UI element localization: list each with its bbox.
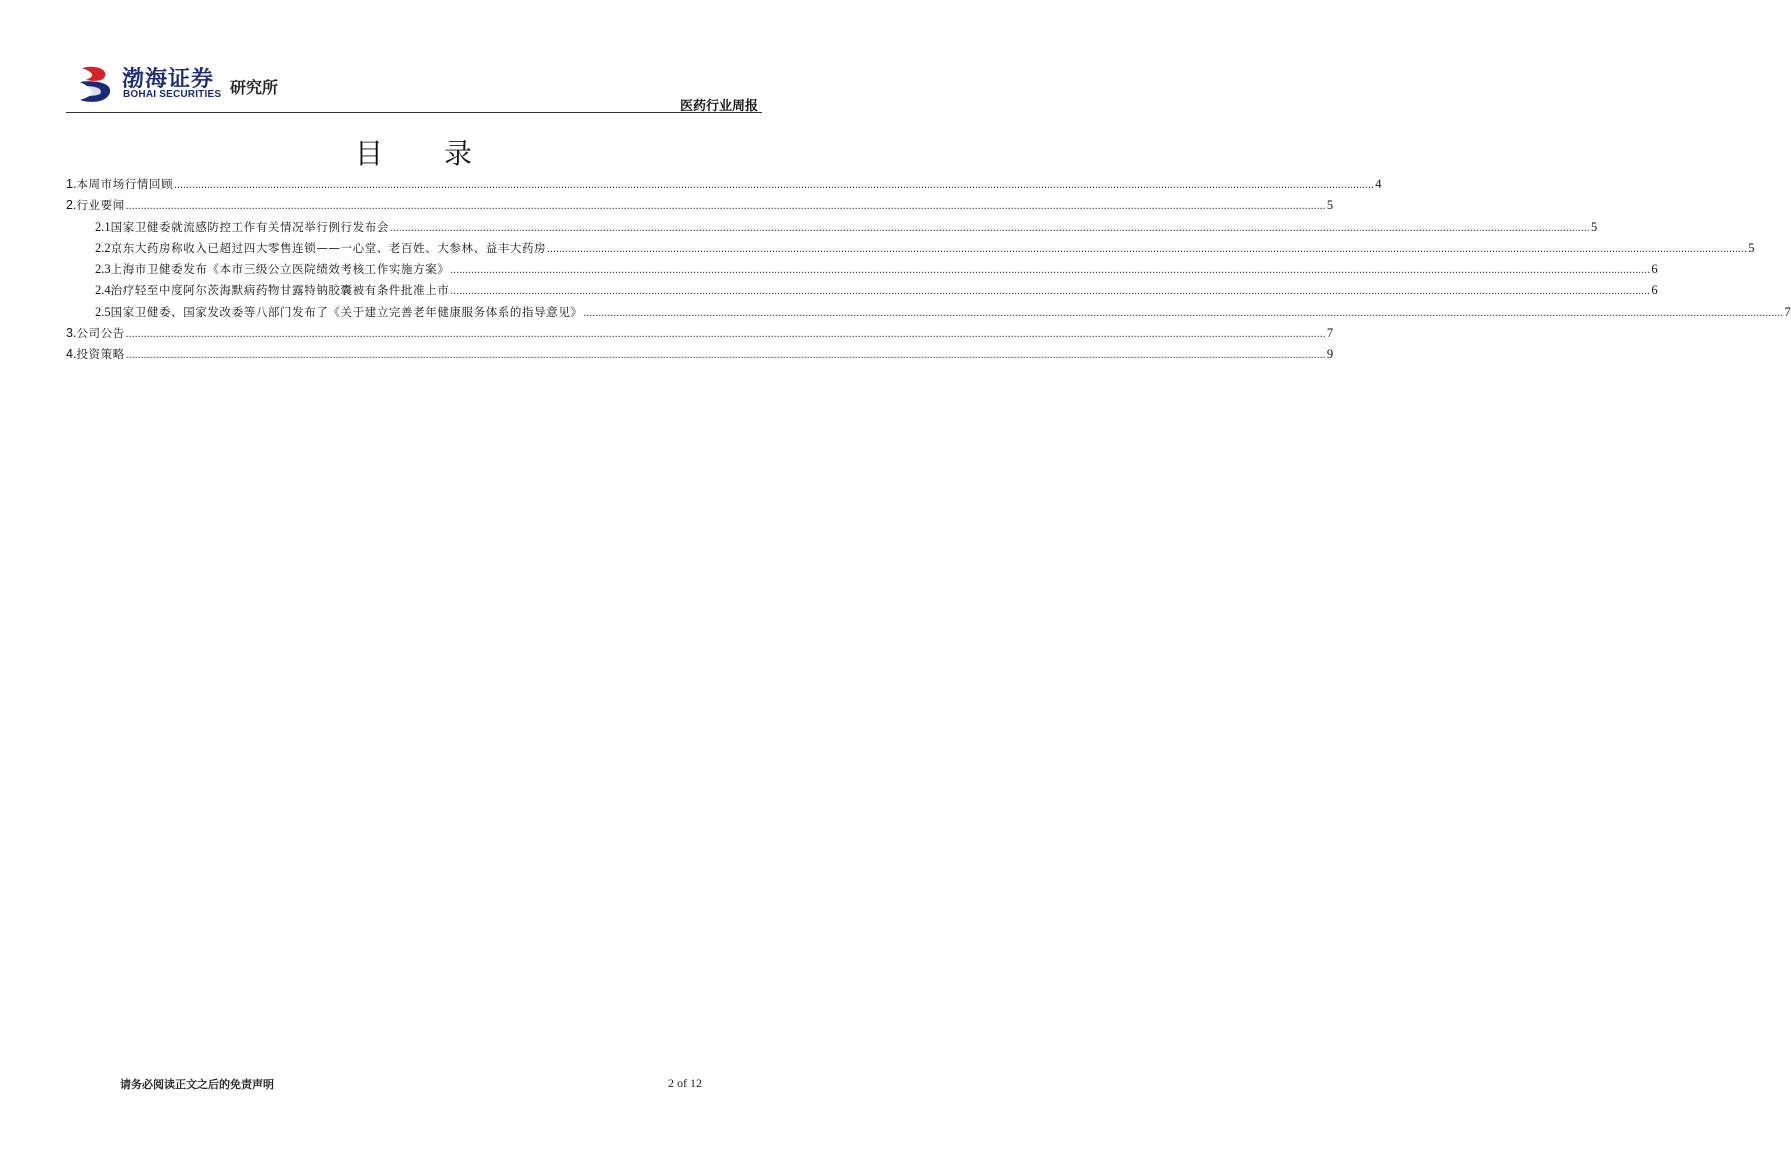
header-divider (66, 112, 762, 113)
toc-entry[interactable] (66, 176, 1382, 197)
toc-entry-number: 2.3 (95, 262, 111, 277)
toc-entry[interactable] (66, 346, 1334, 367)
toc-entry-title: 国家卫健委就流感防控工作有关情况举行例行发布会 (110, 219, 389, 234)
toc-dot-leader: ................................................................................................................................................................................................................................................................................................................................................................................................................ (450, 286, 1651, 298)
toc-entry[interactable] (66, 325, 1334, 346)
toc-entry-title: 国家卫健委、国家发改委等八部门发布了《关于建立完善老年健康服务体系的指导意见》 (110, 304, 583, 319)
toc-entry-page: 6 (1651, 262, 1658, 277)
toc-dot-leader: ................................................................................................................................................................................................................................................................................................................................................................................................................ (125, 350, 1326, 362)
toc-entry[interactable] (66, 261, 1658, 282)
toc-title: 目 录 (355, 137, 498, 170)
toc-entry-page: 9 (1326, 347, 1334, 362)
toc-entry-title: 治疗轻至中度阿尔茨海默病药物甘露特钠胶囊被有条件批准上市 (110, 283, 450, 298)
table-of-contents (66, 176, 1791, 368)
toc-entry-number: 2.2 (95, 240, 111, 255)
toc-entry-title: 投资策略 (76, 347, 125, 362)
toc-dot-leader: ................................................................................................................................................................................................................................................................................................................................................................................................................ (583, 307, 1784, 319)
page-header (66, 60, 762, 112)
toc-entry-number: 3. (66, 326, 77, 341)
toc-entry-title: 公司公告 (76, 326, 125, 341)
bohai-logo-icon (78, 64, 114, 104)
toc-entry-number: 2. (66, 198, 77, 213)
toc-entry-page: 7 (1784, 304, 1791, 319)
toc-entry-page: 6 (1651, 283, 1658, 298)
toc-entry-number: 2.4 (95, 283, 111, 298)
toc-entry-page: 4 (1375, 177, 1382, 191)
toc-entry[interactable] (66, 197, 1334, 218)
toc-entry-title: 京东大药房称收入已超过四大零售连锁——一心堂、老百姓、大参林、益丰大药房 (110, 240, 547, 255)
toc-entry-title: 本周市场行情回顾 (76, 177, 174, 191)
toc-dot-leader: ................................................................................................................................................................................................................................................................................................................................................................................................................ (547, 243, 1748, 255)
research-institute-label: 研究所 (230, 78, 279, 97)
toc-entry-page: 5 (1326, 198, 1334, 213)
toc-entry-number: 1. (66, 177, 77, 191)
toc-dot-leader: ................................................................................................................................................................................................................................................................................................................................................................................................................ (174, 180, 1375, 191)
toc-entry-number: 2.5 (95, 304, 111, 319)
page-indicator: 2 of 12 (668, 1076, 702, 1090)
company-name-cn: 渤海证券 (122, 67, 215, 92)
report-type-label: 医药行业周报 (679, 99, 758, 114)
disclaimer-note: 请务必阅读正文之后的免责声明 (120, 1078, 274, 1091)
toc-entry-page: 5 (1590, 219, 1598, 234)
company-name-en: BOHAI SECURITIES (123, 89, 222, 100)
toc-entry-number: 4. (66, 347, 77, 362)
toc-dot-leader: ................................................................................................................................................................................................................................................................................................................................................................................................................ (450, 265, 1651, 277)
toc-dot-leader: ................................................................................................................................................................................................................................................................................................................................................................................................................ (125, 201, 1326, 213)
toc-dot-leader: ................................................................................................................................................................................................................................................................................................................................................................................................................ (389, 222, 1590, 234)
toc-entry-page: 5 (1748, 240, 1755, 255)
toc-entry-number: 2.1 (95, 219, 111, 234)
toc-entry[interactable] (66, 240, 1755, 261)
toc-entry-page: 7 (1326, 326, 1334, 341)
toc-entry-title: 行业要闻 (76, 198, 125, 213)
toc-entry[interactable] (66, 219, 1598, 240)
toc-entry[interactable] (66, 282, 1658, 303)
toc-dot-leader: ................................................................................................................................................................................................................................................................................................................................................................................................................ (125, 329, 1326, 341)
toc-entry[interactable] (66, 304, 1791, 325)
toc-entry-title: 上海市卫健委发布《本市三级公立医院绩效考核工作实施方案》 (110, 262, 450, 277)
